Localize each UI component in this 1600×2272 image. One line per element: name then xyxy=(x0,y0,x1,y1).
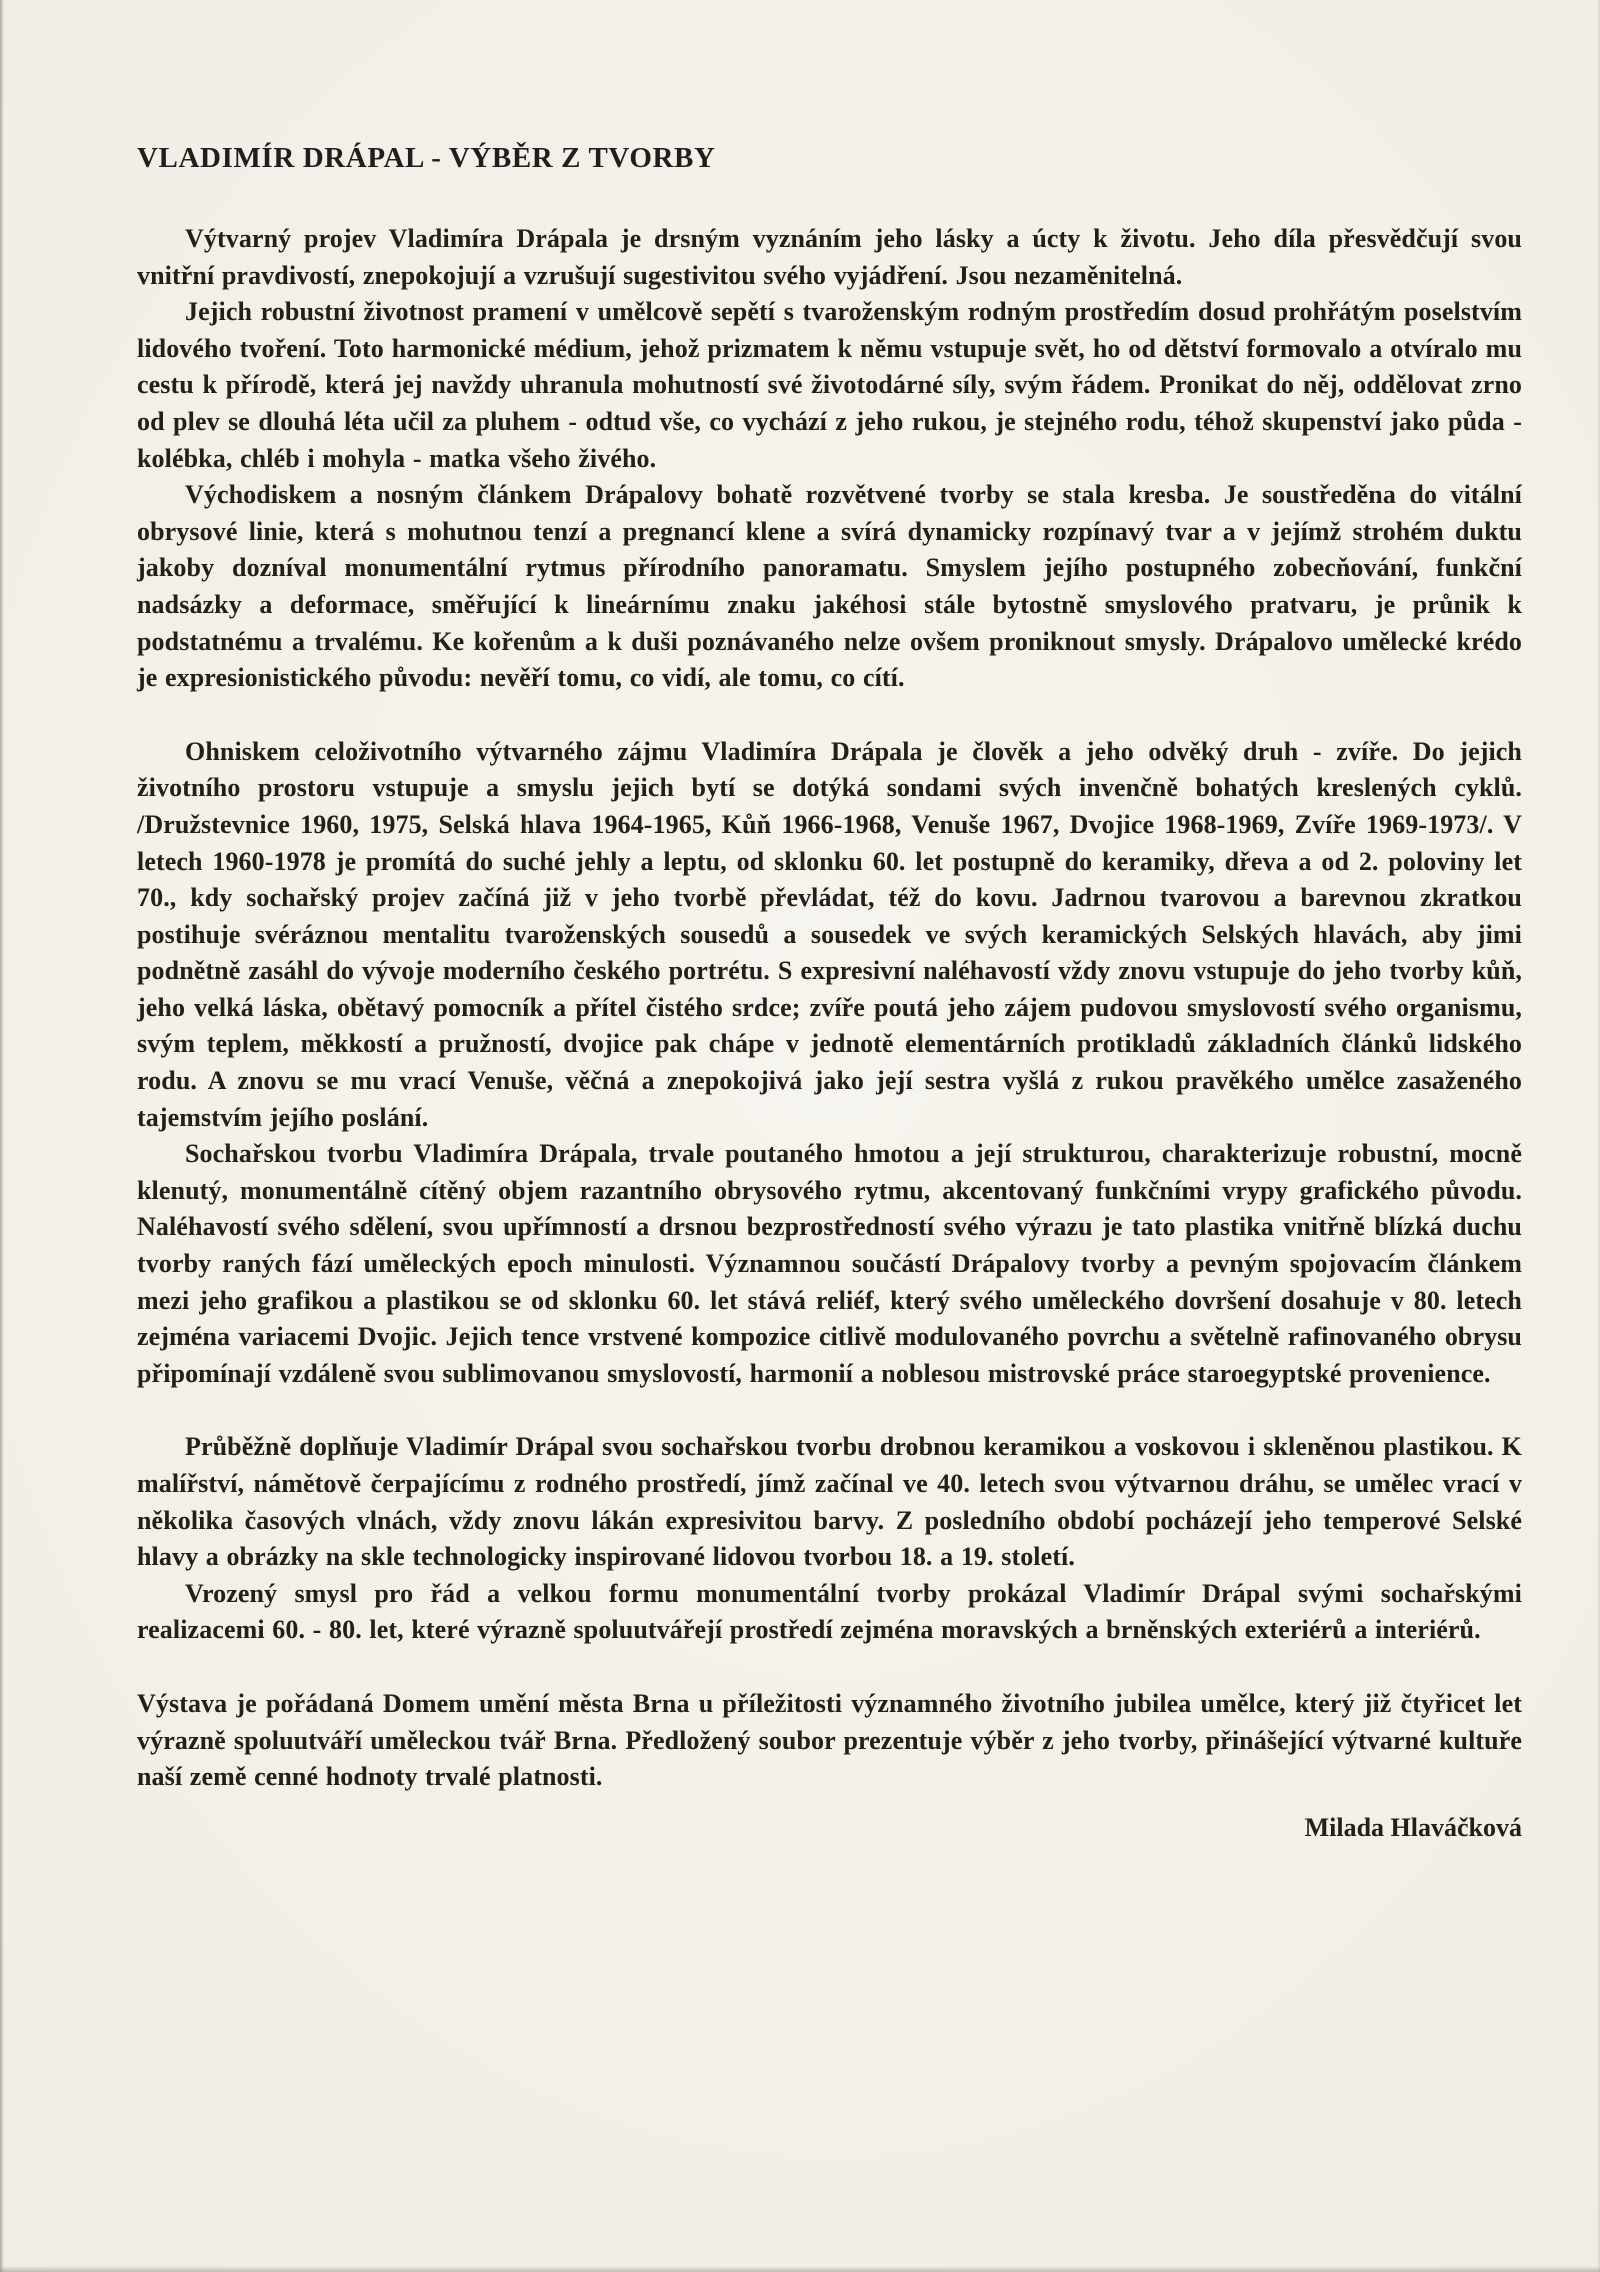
paragraph: Jejich robustní životnost pramení v umělcově sepětí s tvaroženským rodným prostředím dosud prohřátým poselstvím lidového tvoření. Toto harmonické médium, jehož prizmatem k němu vstupuje svět, ho od dětství formovalo a otvíralo mu cestu k přírodě, která jej navždy uhranula mohutností své životodárné síly, svým řádem. Pronikat do něj, oddělovat zrno od plev se dlouhá léta učil za pluhem - odtud vše, co vychází z jeho rukou, je stejného rodu, téhož skupenství jako půda - kolébka, chléb i mohyla - matka všeho živého. xyxy=(137,297,1522,473)
paragraph: Vrozený smysl pro řád a velkou formu monumentální tvorby prokázal Vladimír Drápal svými sochařskými realizacemi 60. - 80. let, které výrazně spoluutvářejí prostředí zejména moravských a brněnských exteriérů a interiérů. xyxy=(137,1578,1522,1645)
paragraph: Výtvarný projev Vladimíra Drápala je drsným vyznáním jeho lásky a úcty k životu. Jeho díla přesvědčují svou vnitřní pravdivostí, znepokojují a vzrušují sugestivitou svého vyjádření. Jsou nezaměnitelná. xyxy=(137,224,1522,290)
scan-edge-bottom xyxy=(0,2266,1600,2272)
paragraph: Výstava je pořádaná Domem umění města Brna u příležitosti významného životního jubilea umělce, který již čtyřicet let výrazně spoluutváří uměleckou tvář Brna. Předložený soubor prezentuje výběr z jeho tvorby, přinášející výtvarné kultuře naší země cenné hodnoty trvalé platnosti. xyxy=(137,1688,1522,1792)
paragraph: Východiskem a nosným článkem Drápalovy bohatě rozvětvené tvorby se stala kresba. Je soustředěna do vitální obrysové linie, která s mohutnou tenzí a pregnancí klene a svírá dynamicky rozpínavý tvar a v jejímž strohém duktu jakoby dozníval monumentální rytmus přírodního panoramatu. Smyslem jejího postupného zobecňování, funkční nadsázky a deformace, směřující k lineárnímu znaku jakéhosi stále bytostně smyslového pratvaru, je průnik k podstatnému a trvalému. Ke kořenům a k duši poznávaného nelze ovšem proniknout smysly. Drápalovo umělecké krédo je expresionistického původu: nevěří tomu, co vidí, ale tomu, co cítí. xyxy=(137,480,1522,693)
paragraph: Průběžně doplňuje Vladimír Drápal svou sochařskou tvorbu drobnou keramikou a voskovou i skleněnou plastikou. K malířství, námětově čerpajícímu z rodného prostředí, jímž začínal ve 40. letech svou výtvarnou dráhu, se umělec vrací v několika časových vlnách, vždy znovu lákán expresivitou barvy. Z posledního období pocházejí jeho temperové Selské hlavy a obrázky na skle technologicky inspirované lidovou tvorbou 18. a 19. století. xyxy=(137,1432,1522,1572)
text-column xyxy=(137,142,1522,1846)
scan-edge-left xyxy=(0,0,4,2272)
paragraph: Sochařskou tvorbu Vladimíra Drápala, trvale poutaného hmotou a její strukturou, charakterizuje robustní, mocně klenutý, monumentálně cítěný objem razantního obrysového rytmu, akcentovaný funkčními vrypy grafického původu. Naléhavostí svého sdělení, svou upřímností a drsnou bezprostředností svého výrazu je tato plastika vnitřně blízká duchu tvorby raných fází uměleckých epoch minulosti. Významnou součástí Drápalovy tvorby a pevným spojovacím článkem mezi jeho grafikou a plastikou se od sklonku 60. let stává reliéf, který svého uměleckého dovršení dosahuje v 80. letech zejména variacemi Dvojic. Jejich tence vrstvené kompozice citlivě modulovaného povrchu a světelně rafinovaného obrysu připomínají vzdáleně svou sublimovanou smyslovostí, harmonií a noblesou mistrovské práce staroegyptské provenience. xyxy=(137,1139,1522,1388)
page-title: VLADIMÍR DRÁPAL - VÝBĚR Z TVORBY xyxy=(137,142,716,174)
author-signature: Milada Hlaváčková xyxy=(1304,1812,1522,1842)
paragraph: Ohniskem celoživotního výtvarného zájmu Vladimíra Drápala je člověk a jeho odvěký druh - zvíře. Do jejich životního prostoru vstupuje a smyslu jejich bytí se dotýká sondami svých invenčně bohatých kreslených cyklů. /Družstevnice 1960, 1975, Selská hlava 1964-1965, Kůň 1966-1968, Venuše 1967, Dvojice 1968-1969, Zvíře 1969-1973/. V letech 1960-1978 je promítá do suché jehly a leptu, od sklonku 60. let postupně do keramiky, dřeva a od 2. poloviny let 70., kdy sochařský projev začíná již v jeho tvorbě převládat, též do kovu. Jadrnou tvarovou a barevnou zkratkou postihuje svéráznou mentalitu tvaroženských sousedů a sousedek ve svých keramických Selských hlavách, aby jimi podnětně zasáhl do vývoje moderního českého portrétu. S expresivní naléhavostí vždy znovu vstupuje do jeho tvorby kůň, jeho velká láska, obětavý pomocník a přítel čistého srdce; zvíře poutá jeho zájem pudovou smyslovostí svého organismu, svým teplem, měkkostí a pružností, dvojice pak chápe v jednotě elementárních protikladů základních článků lidského rodu. A znovu se mu vrací Venuše, věčná a znepokojivá jako její sestra vyšlá z rukou pravěkého umělce zasaženého tajemstvím jejího poslání. xyxy=(137,736,1522,1132)
body-paragraphs xyxy=(137,221,1522,1796)
